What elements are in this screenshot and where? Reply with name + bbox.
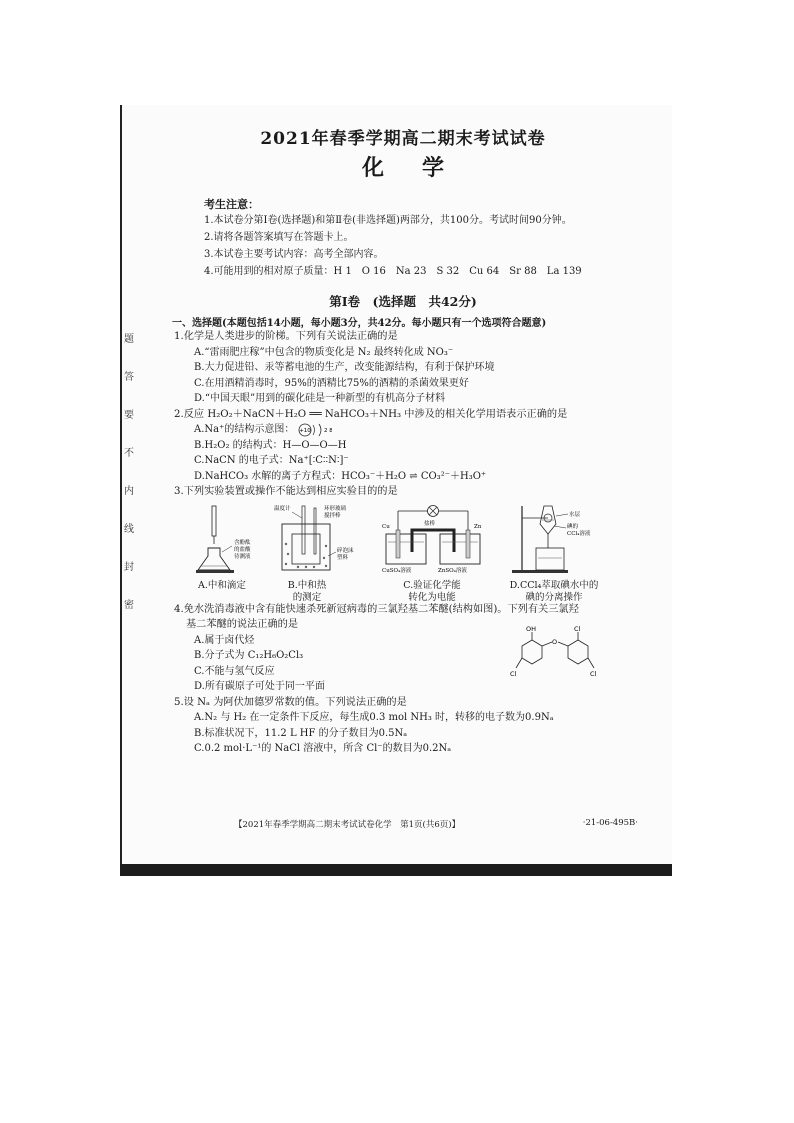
titration-apparatus-figure	[192, 504, 262, 576]
notice-item: 1.本试卷分第Ⅰ卷(选择题)和第Ⅱ卷(非选择题)两部分，共100分。考试时间90分钟。	[204, 215, 572, 226]
question-4-option: B.分子式为 C₁₂H₆O₂Cl₃	[194, 650, 304, 661]
question-4-stem: 基二苯醚的说法正确的是	[186, 619, 299, 630]
question-1-option: C.在用酒精消毒时，95%的酒精比75%的酒精的杀菌效果更好	[194, 377, 469, 389]
figure-b-label: 碎泡沫	[337, 547, 354, 554]
question-1-stem: 1.化学是人类进步的阶梯。下列有关说法正确的是	[174, 331, 398, 342]
separatory-funnel-figure	[508, 504, 608, 578]
question-1-option: B.大力促进铅、汞等蓄电池的生产，改变能源结构，有利于保护环境	[194, 362, 495, 373]
caption-line: B.中和热	[287, 579, 327, 591]
question-4	[168, 602, 638, 695]
question-5-option: B.标准状况下，11.2 L HF 的分子数目为0.5Nₐ	[194, 727, 408, 739]
caption-line: 转化为电能	[408, 591, 456, 603]
scan-left-edge	[120, 105, 122, 875]
footer-code: ·21-06-495B·	[582, 818, 638, 828]
galvanic-cell-figure	[378, 504, 488, 578]
figure-d-label: 水层	[569, 511, 581, 518]
figure-a-label: 待测液	[234, 553, 251, 560]
notice-item: 4.可能用到的相对原子质量：H 1 O 16 Na 23 S 32 Cu 64 Sr 88 La 139	[204, 266, 582, 277]
question-4-option: A.属于卤代烃	[194, 634, 255, 646]
question-3-stem: 3.下列实验装置或操作不能达到相应实验目的的是	[174, 486, 398, 497]
na-shell-label: 2 8	[323, 427, 332, 434]
figure-c-label: Zn	[474, 523, 482, 530]
figure-d-label: CCl₄溶液	[567, 530, 591, 537]
binding-char: 密	[124, 600, 134, 611]
caption-line: C.验证化学能	[403, 579, 461, 591]
exam-title: 2021年春季学期高二期末考试试卷	[260, 129, 546, 149]
figure-c-label: ZnSO₄溶液	[438, 567, 467, 574]
calorimeter-figure	[274, 504, 366, 576]
figure-b-label: 温度计	[274, 505, 291, 512]
figure-c-caption	[384, 580, 480, 604]
question-1-option: D.“中国天眼”用到的碳化硅是一种新型的有机高分子材料	[194, 393, 446, 404]
binding-char: 要	[124, 410, 134, 421]
question-2-option-a	[194, 422, 638, 438]
footer-left: 【2021年春季学期高二期末考试试卷化学 第1页(共6页)】	[234, 820, 461, 830]
figure-d-caption	[498, 580, 610, 604]
mol-label: Cl	[590, 669, 597, 678]
figure-c-label: CuSO₄溶液	[382, 567, 412, 574]
figure-c-label: 盐桥	[424, 520, 436, 527]
na-ion-structure-diagram	[298, 423, 332, 437]
binding-char: 不	[124, 448, 134, 459]
figure-b-label: 塑料	[337, 554, 349, 561]
question-2-option-text: A.Na⁺的结构示意图：	[194, 424, 295, 435]
figure-b-label: 环形玻璃	[324, 505, 347, 512]
section-instruction: 一、选择题(本题包括14小题，每小题3分，共42分。每小题只有一个选项符合题意)	[172, 318, 547, 329]
question-2-option: B.H₂O₂ 的结构式：H—O—O—H	[194, 439, 347, 451]
question-2-option: C.NaCN 的电子式：Na⁺[∶C∶∶N∶]⁻	[194, 455, 349, 466]
question-5-stem: 5.设 Nₐ 为阿伏加德罗常数的值。下列说法正确的是	[174, 696, 407, 708]
caption-line: 碘的分离操作	[525, 591, 583, 603]
section-title: 第Ⅰ卷 (选择题 共42分)	[329, 294, 477, 309]
triclosan-structure-diagram	[508, 622, 604, 682]
exam-subject: 化学	[361, 155, 482, 181]
binding-char: 封	[124, 562, 134, 573]
caption-line: A.中和滴定	[198, 579, 246, 591]
binding-char: 答	[124, 372, 134, 383]
question-3-figures	[168, 504, 638, 602]
caption-line: 的测定	[292, 591, 322, 603]
figure-b-label: 搅拌棒	[324, 512, 341, 519]
figure-c-label: Cu	[382, 523, 390, 530]
scan-bottom-edge	[120, 864, 672, 876]
question-5-option: C.0.2 mol·L⁻¹的 NaCl 溶液中，所含 Cl⁻的数目为0.2Nₐ	[194, 743, 452, 754]
mol-label: Cl	[510, 669, 517, 678]
mol-label: OH	[526, 624, 537, 633]
mol-label: Cl	[574, 624, 581, 633]
question-4-option: D.所有碳原子可处于同一平面	[194, 681, 325, 692]
figure-b-caption	[276, 580, 338, 604]
binding-char: 内	[124, 486, 134, 497]
caption-line: D.CCl₄萃取碘水中的	[509, 579, 599, 591]
figure-a-label: 含酚酞	[234, 539, 251, 546]
binding-margin-text	[124, 330, 138, 620]
figure-a-caption	[192, 580, 252, 592]
question-4-option: C.不能与氢气反应	[194, 665, 275, 677]
question-5-option: A.N₂ 与 H₂ 在一定条件下反应，每生成0.3 mol NH₃ 时，转移的电子数为0.9Nₐ	[194, 712, 554, 723]
exam-page	[168, 118, 638, 757]
binding-char: 线	[124, 524, 134, 535]
question-2-stem: 2.反应 H₂O₂＋NaCN＋H₂O ══ NaHCO₃＋NH₃ 中涉及的相关化学用语表示正确的是	[174, 408, 568, 420]
na-nucleus-label: +10	[298, 427, 311, 434]
notice-item: 3.本试卷主要考试内容：高考全部内容。	[204, 249, 384, 260]
figure-a-label: 的盐酸	[234, 546, 251, 553]
notice-item: 2.请将各题答案填写在答题卡上。	[204, 232, 354, 243]
notice-heading: 考生注意：	[204, 198, 259, 211]
mol-label: O	[552, 637, 558, 646]
figure-d-label: 碘的	[567, 523, 579, 530]
question-1-option: A.“雷雨肥庄稼”中包含的物质变化是 N₂ 最终转化成 NO₃⁻	[194, 346, 454, 358]
question-2-option: D.NaHCO₃ 水解的离子方程式：HCO₃⁻＋H₂O ⇌ CO₃²⁻＋H₃O⁺	[194, 470, 487, 482]
binding-char: 题	[124, 334, 134, 345]
question-4-stem: 4.免水洗消毒液中含有能快速杀死新冠病毒的三氯羟基二苯醚(结构如图)。下列有关三氯羟	[174, 603, 579, 615]
